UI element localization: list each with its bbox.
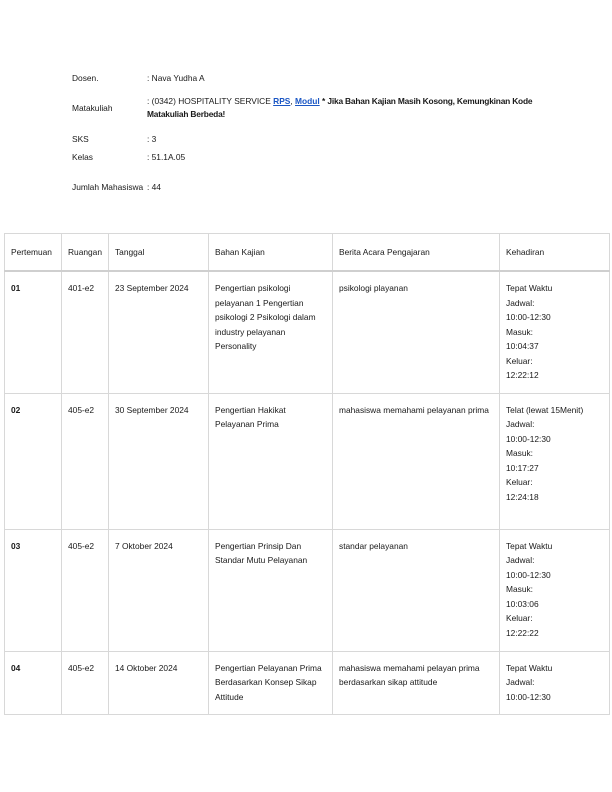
jumlah-value: : 44 xyxy=(147,181,161,192)
header-kehadiran: Kehadiran xyxy=(500,234,610,272)
matakuliah-value: : (0342) HOSPITALITY SERVICE RPS, Modul * Jika Bahan Kajian Masih Kosong, Kemungkinan Kode Matakuliah Berbeda! xyxy=(147,96,533,119)
matakuliah-label: Matakuliah xyxy=(72,103,113,113)
dosen-row xyxy=(72,70,552,86)
berita-acara-cell: standar pelayanan xyxy=(333,529,500,651)
dosen-value: : Nava Yudha A xyxy=(147,72,205,83)
kehadiran-status: Tepat Waktu xyxy=(506,540,553,551)
kehadiran-line: Keluar: xyxy=(506,355,533,366)
header-bahan-kajian: Bahan Kajian xyxy=(209,234,333,272)
pertemuan-cell: 04 xyxy=(5,651,62,714)
kehadiran-line: 10:03:06 xyxy=(506,598,539,609)
kehadiran-line: Masuk: xyxy=(506,584,533,594)
berita-acara-cell: mahasiswa memahami pelayan prima berdasarkan sikap attitude xyxy=(333,651,500,714)
teaching-log-table xyxy=(4,233,610,715)
tanggal-cell: 14 Oktober 2024 xyxy=(109,651,209,714)
ruangan-cell: 405-e2 xyxy=(62,651,109,714)
berita-acara-cell: mahasiswa memahami pelayanan prima xyxy=(333,393,500,529)
pertemuan-cell: 01 xyxy=(5,271,62,393)
kehadiran-line: 12:22:22 xyxy=(506,627,539,638)
kehadiran-cell xyxy=(500,393,610,529)
tanggal-cell: 30 September 2024 xyxy=(109,393,209,529)
kehadiran-line: 10:00-12:30 xyxy=(506,312,551,322)
kehadiran-line: Jadwal: xyxy=(506,297,535,308)
kehadiran-line: Jadwal: xyxy=(506,555,535,565)
kehadiran-line: Jadwal: xyxy=(506,419,535,429)
ruangan-cell: 401-e2 xyxy=(62,271,109,393)
kehadiran-line: 10:00-12:30 xyxy=(506,691,551,702)
kehadiran-line: Keluar: xyxy=(506,613,533,623)
pertemuan-cell: 02 xyxy=(5,393,62,529)
sks-row xyxy=(72,130,552,148)
kehadiran-line: 12:22:12 xyxy=(506,370,539,380)
kehadiran-status: Tepat Waktu xyxy=(506,662,553,673)
kehadiran-line: Masuk: xyxy=(506,326,533,337)
bahan-kajian-cell: Pengertian Prinsip Dan Standar Mutu Pelayanan xyxy=(209,529,333,651)
kehadiran-status: Telat (lewat 15Menit) xyxy=(506,404,584,415)
jumlah-row xyxy=(72,172,552,202)
kehadiran-line: 10:00-12:30 xyxy=(506,433,551,444)
kehadiran-line: Keluar: xyxy=(506,477,533,487)
table-row xyxy=(5,529,610,651)
header-berita-acara: Berita Acara Pengajaran xyxy=(333,234,500,272)
bahan-kajian-cell: Pengertian Pelayanan Prima Berdasarkan Konsep Sikap Attitude xyxy=(209,651,333,714)
kehadiran-cell xyxy=(500,271,610,393)
kehadiran-cell xyxy=(500,529,610,651)
matakuliah-note: Jika Bahan Kajian Masih Kosong, Kemungkinan Kode Matakuliah Berbeda! xyxy=(147,96,533,119)
ruangan-cell: 405-e2 xyxy=(62,393,109,529)
bahan-kajian-cell: Pengertian psikologi pelayanan 1 Pengertian psikologi 2 Psikologi dalam industry pelayanan Personality xyxy=(209,271,333,393)
table-row xyxy=(5,651,610,714)
kehadiran-line: 12:24:18 xyxy=(506,491,539,502)
kehadiran-line: 10:04:37 xyxy=(506,341,539,351)
bahan-kajian-cell: Pengertian Hakikat Pelayanan Prima xyxy=(209,393,333,529)
header-pertemuan: Pertemuan xyxy=(5,234,62,272)
kehadiran-cell xyxy=(500,651,610,714)
kelas-label: Kelas xyxy=(72,152,93,162)
modul-link[interactable]: Modul xyxy=(295,96,320,106)
table-header-row xyxy=(5,234,610,272)
matakuliah-row xyxy=(72,86,552,130)
ruangan-cell: 405-e2 xyxy=(62,529,109,651)
sks-value: : 3 xyxy=(147,133,157,144)
note-mark: * xyxy=(322,96,326,106)
kelas-row xyxy=(72,148,552,166)
header-tanggal: Tanggal xyxy=(109,234,209,272)
pertemuan-cell: 03 xyxy=(5,529,62,651)
kehadiran-line: Masuk: xyxy=(506,448,533,458)
matakuliah-code: (0342) HOSPITALITY SERVICE xyxy=(151,96,271,106)
course-info xyxy=(72,70,552,202)
kehadiran-line: 10:00-12:30 xyxy=(506,569,551,580)
kelas-value: : 51.1A.05 xyxy=(147,151,186,162)
tanggal-cell: 23 September 2024 xyxy=(109,271,209,393)
berita-acara-cell: psikologi playanan xyxy=(333,271,500,393)
tanggal-cell: 7 Oktober 2024 xyxy=(109,529,209,651)
kehadiran-line: Jadwal: xyxy=(506,677,535,687)
table-row xyxy=(5,271,610,393)
dosen-label: Dosen. xyxy=(72,73,99,83)
jumlah-label: Jumlah Mahasiswa xyxy=(72,182,144,192)
rps-link[interactable]: RPS xyxy=(273,96,291,106)
matakuliah-colon: : xyxy=(147,96,150,106)
kehadiran-line: 10:17:27 xyxy=(506,462,539,473)
sks-label: SKS xyxy=(72,134,89,144)
kehadiran-status: Tepat Waktu xyxy=(506,283,553,293)
header-ruangan: Ruangan xyxy=(62,234,109,272)
table-row xyxy=(5,393,610,529)
